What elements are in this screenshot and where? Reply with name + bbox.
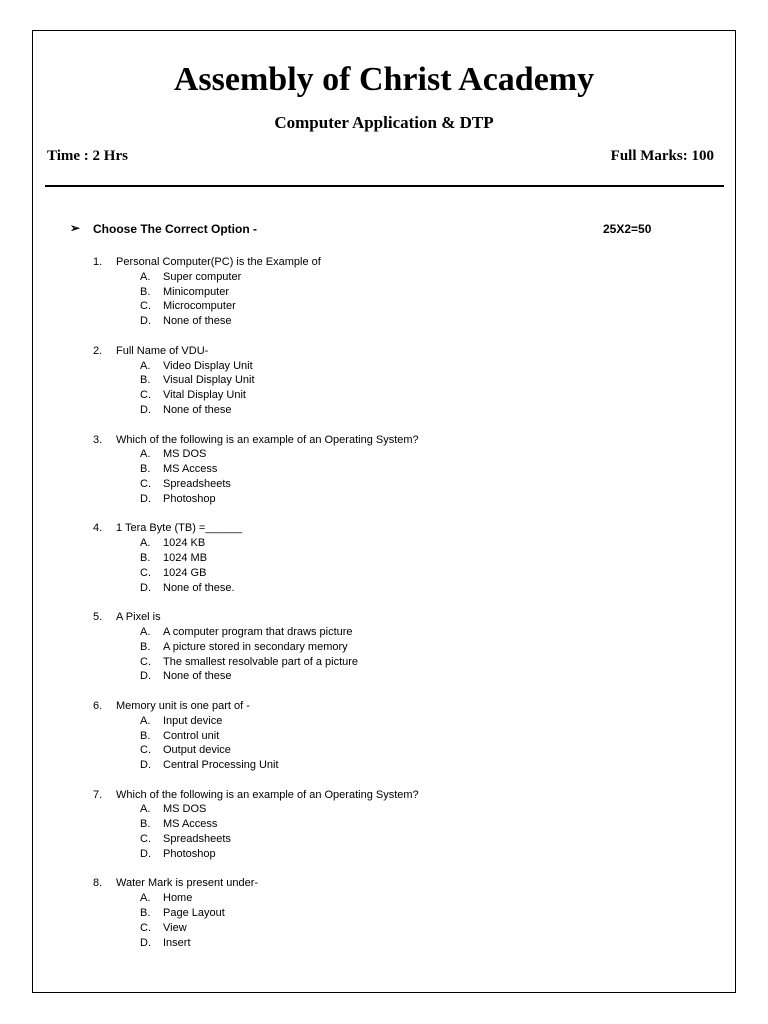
option-item: [93, 714, 653, 729]
option-letter: B.: [140, 374, 151, 387]
option-text: None of these: [163, 403, 232, 416]
option-letter: D.: [140, 581, 151, 594]
question-line: [93, 433, 653, 448]
option-letter: D.: [140, 847, 151, 860]
option-item: [93, 373, 653, 388]
option-item: [93, 299, 653, 314]
option-item: [93, 832, 653, 847]
option-letter: B.: [140, 729, 151, 742]
option-text: Super computer: [163, 270, 242, 283]
question-line: [93, 788, 653, 803]
option-text: Output device: [163, 744, 231, 757]
option-letter: B.: [140, 463, 151, 476]
option-item: [93, 314, 653, 329]
option-item: [93, 936, 653, 951]
option-text: Visual Display Unit: [163, 374, 255, 387]
page-subtitle: Computer Application & DTP: [274, 113, 494, 132]
option-letter: D.: [140, 759, 151, 772]
option-letter: B.: [140, 640, 151, 653]
option-text: MS Access: [163, 818, 218, 831]
question-number: 5.: [93, 611, 103, 624]
question-text: Which of the following is an example of an Operating System?: [116, 788, 419, 801]
option-text: A computer program that draws picture: [163, 625, 353, 638]
question-number: 3.: [93, 433, 103, 446]
option-letter: C.: [140, 477, 151, 490]
option-text: View: [163, 921, 187, 934]
option-item: [93, 921, 653, 936]
option-item: [93, 743, 653, 758]
option-letter: A.: [140, 270, 151, 283]
question-number: 8.: [93, 877, 103, 890]
option-text: Spreadsheets: [163, 477, 231, 490]
option-item: [93, 581, 653, 596]
question-number: 4.: [93, 522, 103, 535]
question-line: [93, 610, 653, 625]
option-item: [93, 492, 653, 507]
option-item: [93, 477, 653, 492]
option-letter: D.: [140, 492, 151, 505]
arrow-bullet-icon: ➢: [70, 221, 81, 235]
option-letter: A.: [140, 448, 151, 461]
option-text: 1024 KB: [163, 537, 206, 550]
question-text: Which of the following is an example of an Operating System?: [116, 433, 419, 446]
option-item: [93, 270, 653, 285]
question-number: 2.: [93, 344, 103, 357]
question-item: [93, 699, 653, 773]
option-letter: B.: [140, 285, 151, 298]
option-item: [93, 640, 653, 655]
option-text: Control unit: [163, 729, 220, 742]
option-letter: C.: [140, 744, 151, 757]
option-item: [93, 625, 653, 640]
question-line: [93, 521, 653, 536]
question-number: 1.: [93, 256, 103, 268]
section-heading: [70, 220, 670, 238]
option-text: Vital Display Unit: [163, 389, 246, 402]
option-text: None of these: [163, 670, 232, 683]
question-text: A Pixel is: [116, 611, 161, 624]
option-letter: C.: [140, 833, 151, 846]
option-letter: C.: [140, 300, 151, 313]
question-text: Water Mark is present under-: [116, 877, 259, 890]
question-text: 1 Tera Byte (TB) =______: [116, 522, 243, 535]
option-text: MS DOS: [163, 448, 207, 461]
section-label: Choose The Correct Option -: [93, 222, 258, 236]
option-item: [93, 462, 653, 477]
option-letter: B.: [140, 551, 151, 564]
option-text: MS DOS: [163, 803, 207, 816]
option-item: [93, 669, 653, 684]
option-letter: A.: [140, 714, 151, 727]
page-title: Assembly of Christ Academy: [173, 61, 595, 98]
option-letter: C.: [140, 655, 151, 668]
question-item: [93, 433, 653, 507]
option-letter: C.: [140, 389, 151, 402]
option-letter: B.: [140, 818, 151, 831]
option-text: Insert: [163, 936, 191, 949]
option-text: Input device: [163, 714, 223, 727]
option-letter: A.: [140, 892, 151, 905]
option-text: Photoshop: [163, 847, 216, 860]
question-line: [93, 699, 653, 714]
option-item: [93, 403, 653, 418]
option-item: [93, 802, 653, 817]
option-text: None of these: [163, 315, 232, 328]
option-item: [93, 729, 653, 744]
option-item: [93, 566, 653, 581]
option-item: [93, 551, 653, 566]
option-item: [93, 536, 653, 551]
question-number: 6.: [93, 699, 103, 712]
option-item: [93, 891, 653, 906]
question-item: [93, 788, 653, 862]
option-text: A picture stored in secondary memory: [163, 640, 348, 653]
question-line: [93, 876, 653, 891]
question-list: [93, 255, 653, 965]
question-line: [93, 255, 653, 270]
option-letter: D.: [140, 670, 151, 683]
option-text: Spreadsheets: [163, 833, 231, 846]
option-text: 1024 MB: [163, 551, 208, 564]
option-item: [93, 359, 653, 374]
option-text: The smallest resolvable part of a picture: [163, 655, 359, 668]
option-letter: A.: [140, 359, 151, 372]
option-letter: A.: [140, 803, 151, 816]
question-text: Memory unit is one part of -: [116, 699, 250, 712]
question-text: Personal Computer(PC) is the Example of: [116, 256, 321, 268]
question-text: Full Name of VDU-: [116, 344, 209, 357]
option-item: [93, 655, 653, 670]
option-text: Minicomputer: [163, 285, 230, 298]
option-item: [93, 817, 653, 832]
option-letter: B.: [140, 907, 151, 920]
option-item: [93, 447, 653, 462]
question-item: [93, 521, 653, 595]
exam-time: Time : 2 Hrs: [47, 148, 128, 164]
option-text: Central Processing Unit: [163, 759, 279, 772]
question-item: [93, 344, 653, 418]
option-letter: D.: [140, 403, 151, 416]
option-text: Video Display Unit: [163, 359, 253, 372]
option-text: Page Layout: [163, 907, 225, 920]
option-text: Home: [163, 892, 193, 905]
question-item: [93, 255, 653, 329]
option-text: MS Access: [163, 463, 218, 476]
option-item: [93, 847, 653, 862]
option-text: Photoshop: [163, 492, 216, 505]
option-letter: D.: [140, 936, 151, 949]
question-line: [93, 344, 653, 359]
option-letter: C.: [140, 566, 151, 579]
option-item: [93, 285, 653, 300]
option-text: 1024 GB: [163, 566, 207, 579]
section-score: 25X2=50: [603, 222, 652, 236]
option-letter: C.: [140, 921, 151, 934]
option-letter: A.: [140, 537, 151, 550]
question-item: [93, 610, 653, 684]
option-item: [93, 906, 653, 921]
option-letter: A.: [140, 625, 151, 638]
header-divider: [45, 185, 724, 187]
full-marks: Full Marks: 100: [610, 148, 714, 164]
question-item: [93, 876, 653, 950]
option-item: [93, 388, 653, 403]
option-text: None of these.: [163, 581, 235, 594]
option-text: Microcomputer: [163, 300, 236, 313]
option-item: [93, 758, 653, 773]
option-letter: D.: [140, 315, 151, 328]
question-number: 7.: [93, 788, 103, 801]
